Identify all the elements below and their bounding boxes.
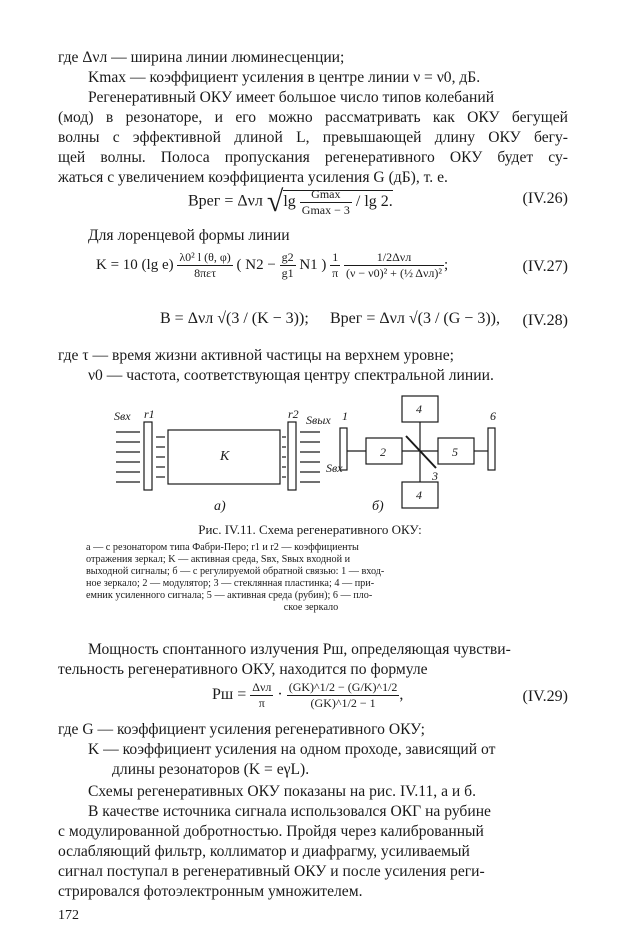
paragraph-line: Мощность спонтанного излучения Pш, определяющая чувстви- (88, 641, 511, 658)
paragraph-line: Регенеративный ОКУ имеет большое число типов колебаний (88, 89, 495, 106)
scheme-a (116, 422, 320, 490)
equation-iv28-left: B = Δνл √(3 / (K − 3)); (160, 310, 309, 327)
paragraph-line: В качестве источника сигнала использовался ОКГ на рубине (88, 803, 491, 820)
paragraph-line: стрировался фотоэлектронным умножителем. (58, 883, 363, 900)
paragraph-line: тельность регенеративного ОКУ, находится по формуле (58, 661, 428, 678)
equation-number: (IV.28) (522, 312, 568, 329)
paragraph-line: щей волны. Полоса пропускания регенеративного ОКУ будет су- (58, 149, 568, 166)
legend-line: емник усиленного сигнала; 5 — активная среда (рубин); 6 — пло- (86, 590, 373, 601)
legend-line: ное зеркало; 2 — модулятор; 3 — стеклянная пластинка; 4 — при- (86, 578, 375, 589)
definition-line: где G — коэффициент усиления регенеративного ОКУ; (58, 721, 425, 738)
paragraph-line: (мод) в резонаторе, и его можно рассматривать как ОКУ бегущей (58, 109, 568, 126)
paragraph-line: Схемы регенеративных ОКУ показаны на рис. IV.11, а и б. (88, 783, 476, 800)
equation-number: (IV.27) (522, 258, 568, 275)
definition-line: длины резонаторов (K = eγL). (112, 761, 310, 778)
label-r2: r2 (288, 407, 299, 421)
label-1: 1 (342, 409, 348, 423)
mirror-r2 (288, 422, 296, 490)
label-4-top: 4 (416, 402, 422, 416)
figure-caption: Рис. IV.11. Схема регенеративного ОКУ: (198, 522, 422, 537)
equation-iv26: Bрег = Δνл √lg $\frac{Gmax}{Gmax - 3}$ / lg 2. (188, 185, 393, 218)
paragraph-line: ослабляющий фильтр, коллиматор и диафрагму, усиливаемый (58, 843, 470, 860)
label-s-out: Sвых (306, 413, 331, 427)
flat-mirror-6 (488, 428, 495, 470)
definition-line: где τ — время жизни активной частицы на верхнем уровне; (58, 347, 455, 364)
label-3: 3 (432, 469, 438, 483)
equation-iv29: Pш = $\frac{\text{Δνл}}{\pi}$ · $\frac{(GK)\^{}1/2 - (G/K)\^{}1/2}{(GK)\^{}1/2 - 1}$ , (212, 680, 404, 710)
legend-line: а — с резонатором типа Фабри-Перо; r1 и r2 — коэффициенты (86, 542, 359, 553)
definition-line: где Δνл — ширина линии люминесценции; (58, 49, 345, 66)
label-2: 2 (380, 445, 386, 459)
equation-iv27: K = 10 (lg e) $\frac{\text{λ0² l (θ, φ)}}{\text{8πετ}}$ ( N2 − $\frac{g2}{g1}$ N1 ) $\frac{1}{\pi}$ $\frac{\text{1/2Δνл}}{\text{(ν − ν0)² + (½ Δνл)²}}$ ; (96, 250, 449, 280)
equation-number: (IV.26) (522, 190, 568, 207)
paragraph-line: Для лоренцевой формы линии (88, 227, 290, 244)
definition-line: K — коэффициент усиления на одном проходе, зависящий от (88, 741, 496, 758)
label-r1: r1 (144, 407, 155, 421)
legend-line: отражения зеркал; K — активная среда, Sвх, Sвых входной и (86, 554, 351, 565)
mirror-r1 (144, 422, 152, 490)
definition-line: Kmax — коэффициент усиления в центре линии ν = ν0, дБ. (88, 69, 481, 86)
paragraph-line: сигнал поступал в регенеративный ОКУ и после усиления реги- (58, 863, 485, 880)
label-a: а) (214, 499, 226, 514)
equation-number: (IV.29) (522, 688, 568, 705)
paragraph-line: с модулированной добротностью. Пройдя через калиброванный (58, 823, 484, 840)
label-5: 5 (452, 445, 458, 459)
paragraph-line: жаться с увеличением коэффициента усиления G (дБ), т. е. (58, 169, 448, 186)
label-6: 6 (490, 409, 496, 423)
glass-plate-3 (406, 436, 436, 468)
label-s-in: Sвх (114, 409, 131, 423)
legend-line: ское зеркало (283, 602, 339, 613)
page-number: 172 (58, 908, 79, 923)
label-4-bottom: 4 (416, 488, 422, 502)
label-k: K (220, 449, 230, 464)
paragraph-line: волны с эффективной длиной L, превышающей длину ОКУ бегу- (58, 129, 568, 146)
equation-iv28-right: Bрег = Δνл √(3 / (G − 3)), (330, 310, 500, 327)
regenerative-amplifier-figure (110, 392, 510, 517)
legend-line: выходной сигналы; б — с регулируемой обратной связью: 1 — вход- (86, 566, 385, 577)
label-s-in-b: Sвх (326, 461, 343, 475)
label-b: б) (372, 499, 384, 514)
definition-line: ν0 — частота, соответствующая центру спектральной линии. (88, 367, 494, 384)
beam-arrows (116, 432, 320, 482)
